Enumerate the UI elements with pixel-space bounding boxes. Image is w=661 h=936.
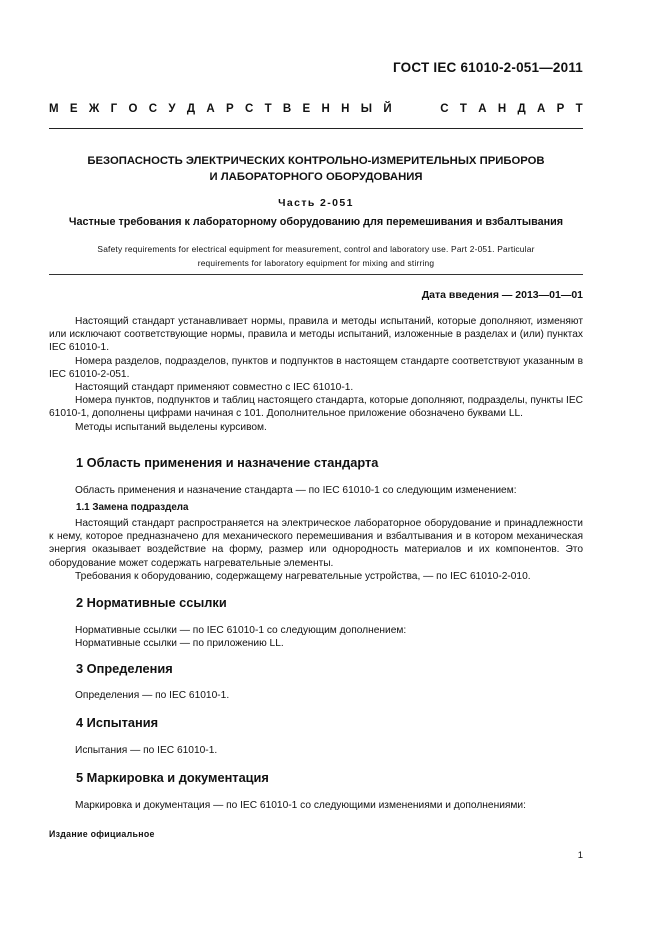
subsection-1-1-heading: 1.1 Замена подраздела — [76, 502, 189, 513]
banner-letter: Д — [186, 103, 196, 115]
section-3-paragraph-1: Определения — по IEC 61010-1. — [75, 690, 230, 701]
introduction-date: Дата введения — 2013—01—01 — [421, 289, 583, 301]
section-1-heading: 1 Область применения и назначение стандарта — [76, 455, 379, 470]
banner-letter: А — [478, 103, 487, 115]
banner-letter: Ж — [88, 103, 100, 115]
banner-letter: Р — [556, 103, 565, 115]
section-4-text — [49, 744, 583, 757]
intro-paragraph-3: Настоящий стандарт применяют совместно с IEC 61010-1. — [75, 382, 354, 394]
section-3-text — [49, 689, 583, 702]
banner-letter: Е — [69, 103, 78, 115]
banner-letter: В — [282, 103, 292, 115]
banner-letter: С — [440, 103, 449, 115]
intro-paragraph-5: Методы испытаний выделены курсивом. — [75, 421, 267, 433]
standard-code: ГОСТ IEC 61010-2-051—2011 — [393, 60, 583, 75]
section-1-paragraph-2: Настоящий стандарт распространяется на электрическое лабораторное оборудование и принадлежности к нему, которое предназначено для механического перемешивания и взбалтывания и в котором механическая энергия оказывает воздействие на форму, размер или однородность материалов и их компонентов. Это оборудование может содержать нагревательные элементы. — [49, 518, 583, 569]
english-title-line-2: requirements for laboratory equipment for mixing and stirring — [197, 258, 435, 268]
banner-letter: А — [536, 103, 546, 115]
banner-letter: Р — [225, 103, 234, 115]
intro-paragraph-4: Номера пунктов, подпунктов и таблиц настоящего стандарта, которые дополняют, подразделы, пункты IEC 61010-1, дополнены цифрами начиная с 101. Дополнительное приложение обозначено буквами LL. — [49, 395, 583, 420]
banner-letter: Т — [459, 103, 467, 115]
banner-letter: Н — [497, 103, 507, 115]
banner-letter: М — [49, 103, 59, 115]
banner-letter: Т — [575, 103, 583, 115]
banner-letter: А — [206, 103, 215, 115]
title-line-1: БЕЗОПАСНОСТЬ ЭЛЕКТРИЧЕСКИХ КОНТРОЛЬНО-ИЗМЕРИТЕЛЬНЫХ ПРИБОРОВ — [87, 155, 545, 167]
english-title-line-1: Safety requirements for electrical equipment for measurement, control and laboratory use. Part 2-051. Particular — [97, 244, 535, 254]
interstate-standard-banner — [49, 103, 583, 115]
section-5-paragraph-1: Маркировка и документация — по IEC 61010-1 со следующими изменениями и дополнениями: — [75, 800, 526, 811]
document-subtitle: Частные требования к лабораторному оборудованию для перемешивания и взбалтывания — [68, 216, 564, 228]
banner-letter: Н — [341, 103, 350, 115]
section-2-heading: 2 Нормативные ссылки — [76, 595, 227, 610]
section-2-paragraph-1: Нормативные ссылки — по IEC 61010-1 со следующим дополнением: — [75, 625, 407, 636]
banner-letter: У — [168, 103, 176, 115]
section-2-paragraph-2: Нормативные ссылки — по приложению LL. — [75, 638, 284, 650]
section-4-paragraph-1: Испытания — по IEC 61010-1. — [75, 745, 218, 756]
title-line-2: И ЛАБОРАТОРНОГО ОБОРУДОВАНИЯ — [209, 171, 423, 183]
banner-word-gap — [403, 103, 429, 115]
banner-letter: Е — [302, 103, 311, 115]
banner-letter: Т — [264, 103, 272, 115]
banner-letter: Н — [321, 103, 330, 115]
official-edition-note: Издание официальное — [49, 829, 155, 839]
part-number: Часть 2-051 — [278, 197, 354, 209]
banner-letter: Й — [383, 103, 392, 115]
section-2-text — [49, 624, 583, 650]
intro-paragraph-2: Номера разделов, подразделов, пунктов и подпунктов в настоящем стандарте соответствуют указанным в IEC 61010-2-051. — [49, 355, 583, 380]
header-divider — [49, 128, 583, 129]
title-divider — [49, 274, 583, 275]
section-3-heading: 3 Определения — [76, 661, 173, 676]
section-1-paragraph-3: Требования к оборудованию, содержащему нагревательные устройства, — по IEC 61010-2-010. — [75, 570, 531, 582]
banner-letter: О — [128, 103, 138, 115]
banner-letter: Ы — [360, 103, 373, 115]
section-1-text — [49, 484, 583, 497]
subsection-1-1-text — [49, 517, 583, 583]
section-1-paragraph-1: Область применения и назначение стандарта — по IEC 61010-1 со следующим изменением: — [75, 485, 517, 496]
section-5-text — [49, 799, 583, 812]
section-4-heading: 4 Испытания — [76, 715, 159, 730]
english-title — [49, 242, 583, 270]
intro-block — [49, 315, 583, 434]
document-title — [49, 153, 583, 185]
page-number: 1 — [577, 850, 583, 861]
section-5-heading: 5 Маркировка и документация — [76, 770, 269, 785]
banner-letter: Д — [517, 103, 526, 115]
intro-paragraph-1: Настоящий стандарт устанавливает нормы, правила и методы испытаний, которые дополняют, изменяют или исключают соответствующие нормы, правила и методы испытаний, изложенные в разделах и (или) пунктах IEC 61010-1. — [49, 316, 583, 354]
banner-letter: С — [244, 103, 254, 115]
banner-letter: С — [148, 103, 158, 115]
banner-letter: Г — [110, 103, 118, 115]
